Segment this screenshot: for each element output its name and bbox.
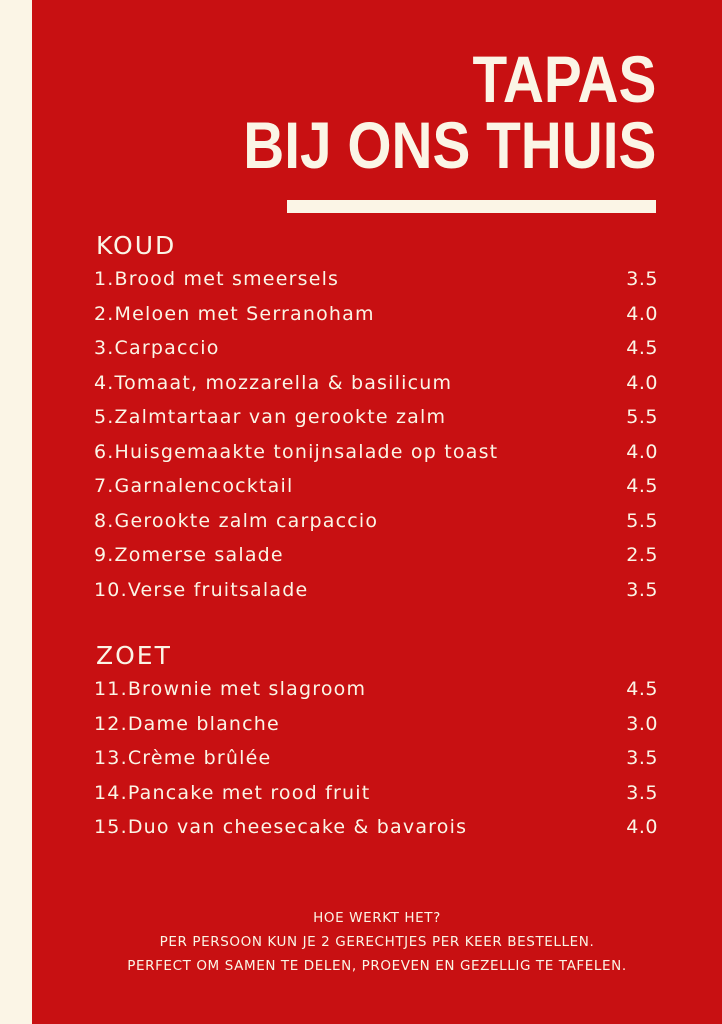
- menu-item-price: 4.0: [626, 440, 658, 463]
- menu-item-name: 3.Carpaccio: [94, 337, 220, 360]
- menu-item-price: 4.0: [626, 302, 658, 325]
- menu-item-price: 4.5: [626, 337, 658, 360]
- menu-title-line-1: TAPAS: [472, 42, 656, 116]
- menu-item-price: 3.5: [626, 747, 658, 770]
- menu-item-name: 15.Duo van cheesecake & bavarois: [94, 816, 468, 839]
- menu-item: [94, 297, 658, 332]
- menu-item-price: 2.5: [626, 544, 658, 567]
- menu-item-price: 4.5: [626, 475, 658, 498]
- footer-line-sharing: PERFECT OM SAMEN TE DELEN, PROEVEN EN GEZELLIG TE TAFELEN.: [127, 958, 627, 974]
- menu-item: [94, 331, 658, 366]
- menu-item-name: 13.Crème brûlée: [94, 747, 272, 770]
- menu-item-price: 3.5: [626, 781, 658, 804]
- menu-list-koud: [94, 262, 658, 607]
- menu-item: [94, 262, 658, 297]
- menu-item: [94, 776, 658, 811]
- menu-item-price: 3.5: [626, 578, 658, 601]
- menu-item: [94, 707, 658, 742]
- menu-item-name: 6.Huisgemaakte tonijnsalade op toast: [94, 440, 499, 463]
- menu-item: [94, 741, 658, 776]
- section-heading-koud: KOUD: [96, 231, 177, 260]
- menu-item-name: 8.Gerookte zalm carpaccio: [94, 509, 379, 532]
- menu-item-name: 12.Dame blanche: [94, 712, 280, 735]
- menu-item-price: 5.5: [626, 509, 658, 532]
- menu-item: [94, 400, 658, 435]
- how-it-works-footer: [32, 906, 722, 978]
- menu-item-price: 5.5: [626, 406, 658, 429]
- menu-item-price: 4.5: [626, 678, 658, 701]
- menu-title-line-2: BIJ ONS THUIS: [242, 108, 656, 182]
- menu-item: [94, 573, 658, 608]
- footer-line-ordering: PER PERSOON KUN JE 2 GERECHTJES PER KEER BESTELLEN.: [159, 934, 595, 950]
- menu-item-name: 2.Meloen met Serranoham: [94, 302, 375, 325]
- menu-list-zoet: [94, 672, 658, 845]
- menu-item: [94, 504, 658, 539]
- menu-item-price: 4.0: [626, 371, 658, 394]
- title-underline-divider: [287, 200, 656, 213]
- menu-item-name: 5.Zalmtartaar van gerookte zalm: [94, 406, 447, 429]
- menu-item-name: 14.Pancake met rood fruit: [94, 781, 371, 804]
- section-heading-zoet: ZOET: [96, 641, 172, 670]
- menu-item: [94, 469, 658, 504]
- menu-item-name: 4.Tomaat, mozzarella & basilicum: [94, 371, 453, 394]
- menu-title: [242, 42, 656, 182]
- menu-item-name: 10.Verse fruitsalade: [94, 578, 309, 601]
- menu-item-price: 4.0: [626, 816, 658, 839]
- menu-item-name: 9.Zomerse salade: [94, 544, 284, 567]
- menu-item-price: 3.0: [626, 712, 658, 735]
- menu-item-name: 11.Brownie met slagroom: [94, 678, 367, 701]
- menu-item-price: 3.5: [626, 268, 658, 291]
- footer-heading: HOE WERKT HET?: [313, 910, 441, 926]
- menu-item: [94, 810, 658, 845]
- menu-item: [94, 538, 658, 573]
- menu-item: [94, 435, 658, 470]
- menu-item: [94, 672, 658, 707]
- menu-item: [94, 366, 658, 401]
- menu-item-name: 1.Brood met smeersels: [94, 268, 340, 291]
- menu-item-name: 7.Garnalencocktail: [94, 475, 294, 498]
